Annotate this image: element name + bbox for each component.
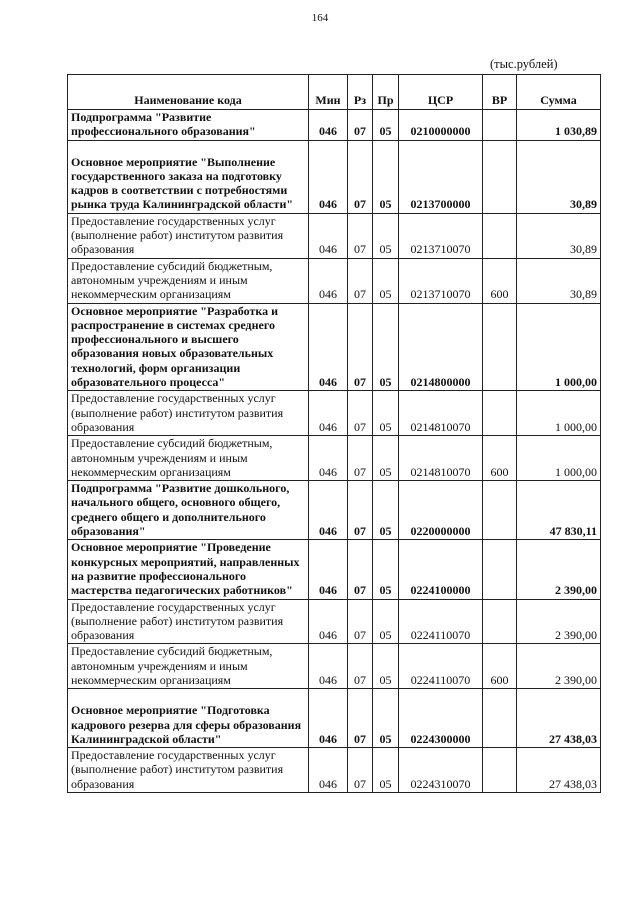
- row-pr: 05: [373, 391, 399, 436]
- row-rz: 07: [348, 481, 373, 540]
- table-row: [68, 436, 601, 481]
- row-rz: 07: [348, 436, 373, 481]
- row-vr: [483, 213, 517, 258]
- row-sum: 2 390,00: [517, 599, 601, 644]
- row-name: Основное мероприятие "Подготовка кадрового резерва для сферы образования Калининградской области": [68, 689, 309, 748]
- row-csr: 0224110070: [399, 644, 483, 689]
- table-row: [68, 110, 601, 141]
- row-pr: 05: [373, 258, 399, 303]
- table-row: [68, 644, 601, 689]
- table-row: [68, 689, 601, 748]
- row-vr: [483, 140, 517, 213]
- header-csr: ЦСР: [399, 75, 483, 110]
- row-rz: 07: [348, 599, 373, 644]
- row-pr: 05: [373, 748, 399, 793]
- row-vr: [483, 689, 517, 748]
- row-sum: 2 390,00: [517, 644, 601, 689]
- row-min: 046: [309, 213, 348, 258]
- row-csr: 0214810070: [399, 391, 483, 436]
- row-vr: [483, 599, 517, 644]
- row-rz: 07: [348, 213, 373, 258]
- units-label: (тыс.рублей): [490, 57, 558, 71]
- row-sum: 2 390,00: [517, 540, 601, 599]
- row-min: 046: [309, 748, 348, 793]
- table-row: [68, 540, 601, 599]
- row-sum: 1 000,00: [517, 391, 601, 436]
- row-min: 046: [309, 303, 348, 391]
- row-csr: 0224100000: [399, 540, 483, 599]
- row-min: 046: [309, 110, 348, 141]
- row-rz: 07: [348, 391, 373, 436]
- row-sum: 30,89: [517, 213, 601, 258]
- row-min: 046: [309, 540, 348, 599]
- row-name: Предоставление субсидий бюджетным, автономным учреждениям и иным некоммерческим организациям: [68, 258, 309, 303]
- row-csr: 0213710070: [399, 213, 483, 258]
- row-name: Подпрограмма "Развитие профессионального образования": [68, 110, 309, 141]
- row-sum: 1 000,00: [517, 436, 601, 481]
- row-min: 046: [309, 258, 348, 303]
- row-pr: 05: [373, 689, 399, 748]
- header-rz: Рз: [348, 75, 373, 110]
- table-row: [68, 140, 601, 213]
- row-min: 046: [309, 599, 348, 644]
- row-vr: [483, 110, 517, 141]
- row-name: Основное мероприятие "Проведение конкурсных мероприятий, направленных на развитие профессионального мастерства педагогических работников": [68, 540, 309, 599]
- row-rz: 07: [348, 540, 373, 599]
- row-csr: 0214810070: [399, 436, 483, 481]
- row-min: 046: [309, 644, 348, 689]
- row-csr: 0224300000: [399, 689, 483, 748]
- row-rz: 07: [348, 258, 373, 303]
- table-row: [68, 303, 601, 391]
- row-vr: 600: [483, 436, 517, 481]
- header-name: Наименование кода: [68, 75, 309, 110]
- table-row: [68, 599, 601, 644]
- table-row: [68, 258, 601, 303]
- row-rz: 07: [348, 644, 373, 689]
- row-pr: 05: [373, 540, 399, 599]
- header-pr: Пр: [373, 75, 399, 110]
- row-vr: [483, 540, 517, 599]
- row-sum: 1 030,89: [517, 110, 601, 141]
- row-csr: 0224110070: [399, 599, 483, 644]
- row-pr: 05: [373, 481, 399, 540]
- row-name: Предоставление субсидий бюджетным, автономным учреждениям и иным некоммерческим организациям: [68, 436, 309, 481]
- row-min: 046: [309, 391, 348, 436]
- row-sum: 27 438,03: [517, 689, 601, 748]
- row-csr: 0213710070: [399, 258, 483, 303]
- row-csr: 0210000000: [399, 110, 483, 141]
- row-name: Предоставление государственных услуг (выполнение работ) институтом развития образования: [68, 391, 309, 436]
- row-rz: 07: [348, 303, 373, 391]
- row-min: 046: [309, 689, 348, 748]
- row-sum: 30,89: [517, 258, 601, 303]
- table-row: [68, 391, 601, 436]
- row-name: Подпрограмма "Развитие дошкольного, начального общего, основного общего, среднего общего и дополнительного образования": [68, 481, 309, 540]
- table-body: [68, 110, 601, 793]
- row-name: Предоставление государственных услуг (выполнение работ) институтом развития образования: [68, 599, 309, 644]
- row-min: 046: [309, 436, 348, 481]
- row-rz: 07: [348, 140, 373, 213]
- row-vr: 600: [483, 258, 517, 303]
- row-sum: 30,89: [517, 140, 601, 213]
- row-csr: 0224310070: [399, 748, 483, 793]
- row-pr: 05: [373, 110, 399, 141]
- row-sum: 27 438,03: [517, 748, 601, 793]
- row-name: Основное мероприятие "Разработка и распространение в системах среднего профессионального и высшего образования новых образовательных технологий, форм организации образовательного процесса": [68, 303, 309, 391]
- row-rz: 07: [348, 689, 373, 748]
- budget-table: [67, 74, 601, 793]
- row-vr: [483, 303, 517, 391]
- row-csr: 0220000000: [399, 481, 483, 540]
- row-pr: 05: [373, 644, 399, 689]
- row-pr: 05: [373, 599, 399, 644]
- row-min: 046: [309, 481, 348, 540]
- row-csr: 0213700000: [399, 140, 483, 213]
- row-vr: [483, 391, 517, 436]
- table-header-row: [68, 75, 601, 110]
- row-name: Основное мероприятие "Выполнение государственного заказа на подготовку кадров в соответствии с потребностями рынка труда Калининградской области": [68, 140, 309, 213]
- header-min: Мин: [309, 75, 348, 110]
- row-rz: 07: [348, 110, 373, 141]
- header-vr: ВР: [483, 75, 517, 110]
- row-name: Предоставление государственных услуг (выполнение работ) институтом развития образования: [68, 213, 309, 258]
- row-vr: 600: [483, 644, 517, 689]
- table-row: [68, 213, 601, 258]
- row-pr: 05: [373, 436, 399, 481]
- row-vr: [483, 481, 517, 540]
- row-sum: 47 830,11: [517, 481, 601, 540]
- row-vr: [483, 748, 517, 793]
- header-sum: Сумма: [517, 75, 601, 110]
- row-sum: 1 000,00: [517, 303, 601, 391]
- row-pr: 05: [373, 140, 399, 213]
- row-min: 046: [309, 140, 348, 213]
- row-rz: 07: [348, 748, 373, 793]
- table-row: [68, 748, 601, 793]
- table-row: [68, 481, 601, 540]
- row-name: Предоставление субсидий бюджетным, автономным учреждениям и иным некоммерческим организациям: [68, 644, 309, 689]
- row-name: Предоставление государственных услуг (выполнение работ) институтом развития образования: [68, 748, 309, 793]
- row-pr: 05: [373, 303, 399, 391]
- row-pr: 05: [373, 213, 399, 258]
- row-csr: 0214800000: [399, 303, 483, 391]
- page-number: 164: [311, 12, 329, 24]
